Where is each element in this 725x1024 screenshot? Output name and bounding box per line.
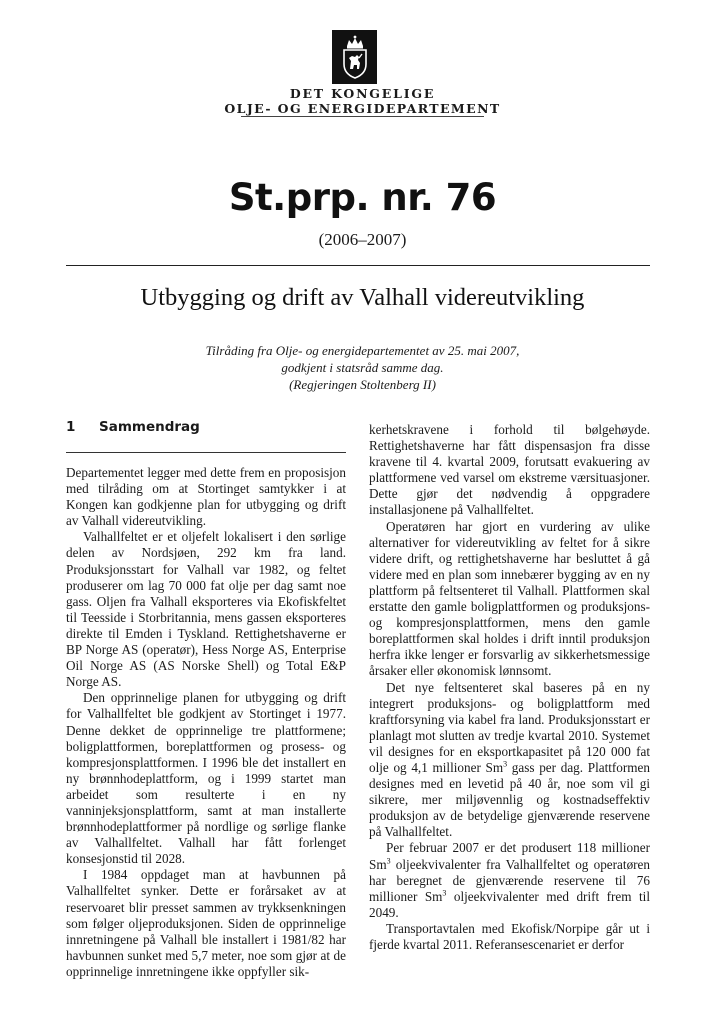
paragraph: kerhetskravene i forhold til bølgehøyde. Rettighetshaverne har fått dispensasjon fra disse kravene til 4. kvartal 2009, forutsatt evakuering av plattformene ved varsel om ekstreme værsituasjoner. Dette gjør det nødvendig å oppgradere installasjonene på Valhallfeltet. — [369, 422, 650, 518]
approval-note — [0, 342, 725, 393]
superscript: 3 — [442, 888, 447, 898]
document-period: (2006–2007) — [318, 230, 407, 249]
document-subject: Utbygging og drift av Valhall videreutvikling — [140, 284, 585, 311]
paragraph: Departementet legger med dette frem en proposisjon med tilråding om at Stortinget samtykker i at Kongen kan godkjenne plan for utbygging og drift av Valhall videreutvikling. — [66, 465, 346, 529]
paragraph: Operatøren har gjort en vurdering av ulike alternativer for videreutvikling av feltet for å sikre videre drift, og rettighetshaverne har besluttet å gå videre med en plan som innebærer bygging av en ny plattform på feltsenteret til Valhall. Plattformen skal erstatte den gamle boligplattformen og produksjons- og kompresjonsplattformen, mens den gamle boreplattformen skal holdes i drift inntil produksjon herfra ikke lenger er forsvarlig av sikkerhetsmessige årsaker eller økonomisk lønnsomt. — [369, 518, 650, 679]
paragraph-text: oljeekvivalenter med drift frem til 2049. — [369, 888, 650, 920]
ministry-name-line2: OLJE- OG ENERGIDEPARTEMENT — [224, 101, 501, 116]
superscript: 3 — [503, 759, 508, 769]
paragraph: Den opprinnelige planen for utbygging og drift for Valhallfeltet ble godkjent av Stortinget i 1977. Denne dekket de opprinnelige tre plattformene; boligplattformen, boreplattformen og prosess- og kompresjonsplattformen. I 1996 ble det installert en ny brønnhodeplattform, og i 1999 startet man arbeidet som resulterte i en ny vanninjeksjonsplattform, samt at man installerte brønnhodeplattformer på nordlige og sørlige flanke av Valhallfeltet. Valhall har fått forlenget konsesjonstid til 2028. — [66, 690, 346, 867]
approval-line: Tilråding fra Olje- og energidepartementet av 25. mai 2007, — [205, 343, 520, 358]
paragraph: I 1984 oppdaget man at havbunnen på Valhallfeltet synker. Dette er forårsaket av at reservoaret blir presset sammen av trykksenkningen som følger oljeproduksjonen. Siden de opprinnelige innretningene på Valhall ble installert i 1981/82 har havbunnen sunket med 5,7 meter, noe som gjør at de opprinnelige innretningene ikke oppfyller sik- — [66, 867, 346, 979]
section-heading — [66, 419, 346, 439]
paragraph — [369, 680, 650, 841]
paragraph: Valhallfeltet er et oljefelt lokalisert i den sørlige delen av Nordsjøen, 292 km fra land. Produksjonsstart for Valhall var 1982, og feltet produserer om lag 70 000 fat olje per dag samt noe gass. Oljen fra Valhall eksporteres via Ekofiskfeltet til Teesside i Storbritannia, mens gassen eksporteres direkte til Emden i Tyskland. Rettighetshaverne er BP Norge AS (operatør), Hess Norge AS, Enterprise Oil Norge AS (AS Norske Shell) og Total E&P Norge AS. — [66, 529, 346, 690]
approval-line: (Regjeringen Stoltenberg II) — [289, 377, 436, 392]
title-divider — [66, 265, 650, 266]
section-number: 1 — [66, 419, 76, 435]
section-title: Sammendrag — [99, 419, 200, 435]
superscript: 3 — [386, 856, 391, 866]
paragraph-text: oljeekvivalenter fra Valhallfeltet og operatøren har beregnet de gjenværende reservene til 76 millioner Sm — [369, 856, 650, 904]
paragraph-text: Per februar 2007 er det produsert 118 millioner Sm — [369, 840, 650, 872]
paragraph — [369, 840, 650, 920]
ministry-name-line1: DET KONGELIGE — [289, 86, 436, 101]
paragraph-text: Det nye feltsenteret skal baseres på en ny integrert produksjons- og boligplattform med kraftforsyning via kabel fra land. Produksjonsstart er planlagt mot slutten av tredje kvartal 2010. Systemet vil designes for en eksportkapasitet på 120 000 fat olje og 4,1 millioner Sm — [369, 679, 650, 775]
approval-line: godkjent i statsråd samme dag. — [281, 360, 444, 375]
document-title: St.prp. nr. 76 — [228, 176, 497, 219]
left-column — [66, 419, 346, 980]
royal-coat-of-arms-icon — [332, 30, 377, 84]
header-divider — [241, 116, 484, 117]
section-divider — [66, 452, 346, 453]
right-column — [369, 422, 650, 953]
paragraph-text: gass per dag. Plattformen designes med en levetid på 40 år, noe som vil gi sikrere, mer miljøvennlig og kostnadseffektiv produksjon av de betydelige gjenværende reservene på Valhallfeltet. — [369, 759, 650, 840]
paragraph: Transportavtalen med Ekofisk/Norpipe går ut i fjerde kvartal 2011. Referansescenariet er derfor — [369, 920, 650, 952]
